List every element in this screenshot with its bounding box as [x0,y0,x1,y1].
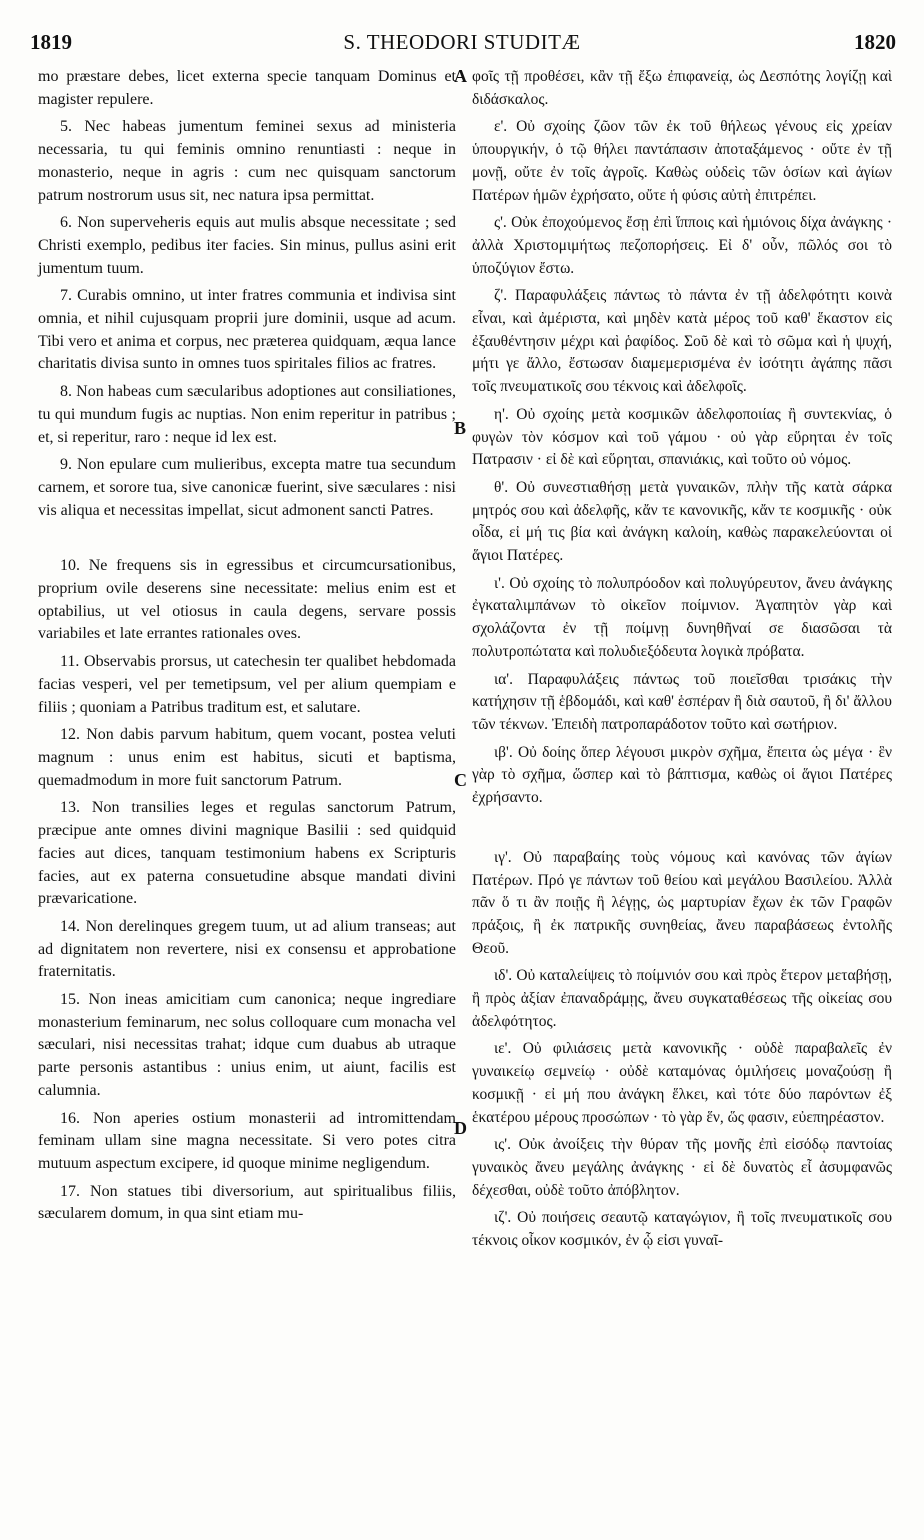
greek-paragraph: φοῖς τῇ προθέσει, κἂν τῇ ἔξω ἐπιφανείᾳ, ὡς Δεσπότης λογίζῃ καὶ διδάσκαλος. [472,68,892,108]
greek-paragraph: ε'. Οὐ σχοίης ζῶον τῶν ἐκ τοῦ θήλεως γένους εἰς χρείαν ὑπουργικήν, ὁ τῷ θήλει παντάπασιν ἀποταξάμενος · οὔτε ἐν τῇ μονῇ, οὔτε ἐν τοῖς ἀγροῖς. Καθὼς οὐδεὶς τῶν ὁσίων καὶ ἁγίων Πατέρων ἡμῶν ἐχρήσατο, οὔτε ἡ φύσις αὐτὴ ἐπιτρέπει. [472,118,892,204]
running-header [0,30,924,58]
greek-paragraph: ζ'. Παραφυλάξεις πάντως τὸ πάντα ἐν τῇ ἀδελφότητι κοινὰ εἶναι, καὶ ἀμέριστα, καὶ μηδὲν κατὰ μέρος τοῦ καθ' ἕκαστον εἰς ἐξαυθέντησιν μέχρι καὶ ῥαφίδος. Σοῦ δὲ καὶ τὸ σῶμα καὶ ἡ ψυχή, μήτι γε ἄλλο, ἔστωσαν διαμεμερισμένα ἐν ἰσότητι ἀγάπης πᾶσι τοῖς πνευματικοῖς σου τέκνοις καὶ ἀδελφοῖς. [472,287,892,396]
latin-paragraph: 8. Non habeas cum sæcularibus adoptiones aut consiliationes, tu qui mundum fugis ac nuptias. Non enim reperitur in patribus ; et, si reperitur, raro : neque id lex est. [38,383,456,446]
latin-paragraph: 10. Ne frequens sis in egressibus et circumcursationibus, proprium ovile deserens sine necessitate: melius enim est et optabilius, ut vel otiosus in caula degens, servare possis variabiles et late errantes rationales oves. [38,557,456,643]
latin-paragraph: 17. Non statues tibi diversorium, aut spiritualibus filiis, sæcularem domum, in qua sint etiam mu- [38,1182,456,1223]
latin-paragraph: 15. Non ineas amicitiam cum canonica; neque ingrediare monasterium feminarum, nec solus colloquare cum monacha vel sæculari, nisi necessitas trahat; idque cum duabus ab utraque parte personis astantibus : unius enim, ut aiunt, facilis est calumnia. [38,991,456,1099]
latin-paragraph: 16. Non aperies ostium monasterii ad intromittendam feminam ullam sine magna necessitate. Si vero potes citra mutuum aspectum excipere, id quoque minime negligendum. [38,1109,456,1172]
running-title: S. THEODORI STUDITÆ [343,30,581,54]
greek-paragraph: η'. Οὐ σχοίης μετὰ κοσμικῶν ἀδελφοποιίας ἢ συντεκνίας, ὁ φυγὼν τὸν κόσμον καὶ τοῦ γάμου · οὐ γὰρ εὕρηται ἐν τοῖς Πατρασιν · εἰ δὲ καὶ εὕρηται, σπανιάκις, καὶ τοῦτο οὐ νόμος. [472,405,892,469]
margin-marker-c: C [454,770,467,790]
greek-paragraph: ς'. Οὐκ ἐποχούμενος ἔσῃ ἐπὶ ἵπποις καὶ ἡμιόνοις δίχα ἀνάγκης · ἀλλὰ Χριστομιμήτως πεζοπορήσεις. Εἰ δ' οὖν, πῶλός σοι τὸ ὑποζύγιον ἔστω. [472,214,892,277]
greek-paragraph: ιδ'. Οὐ καταλείψεις τὸ ποίμνιόν σου καὶ πρὸς ἕτερον μεταβήσῃ, ἢ πρὸς ἀξίαν ἐπαναδράμῃς, ἄνευ συγκαταθέσεως τῆς οἰκείας σου ἀδελφότητος. [472,967,892,1030]
margin-marker-b: B [454,418,467,438]
latin-paragraph: 11. Observabis prorsus, ut catechesin ter qualibet hebdomada facias vesperi, vel per temetipsum, vel per alium quempiam e filiis ; quoniam a Patribus traditum est, et salutare. [38,653,456,716]
latin-paragraph: 6. Non superveheris equis aut mulis absque necessitate ; sed Christi exemplo, pedibus iter facies. Sin minus, pullus asini erit jumentum tuum. [38,214,456,277]
greek-paragraph: θ'. Οὐ συνεστιαθήσῃ μετὰ γυναικῶν, πλὴν τῆς κατὰ σάρκα μητρός σου καὶ ἀδελφῆς, κἄν τε κανονικῆς, κἄν τε κοσμικῆς · οὐκ οἶδα, εἰ μή τις βία καὶ ἀνάγκη καλοίη, καθὼς παρακελεύονται οἱ ἅγιοι Πατέρες. [472,478,892,565]
margin-marker-a: A [454,66,467,86]
latin-paragraph: mo præstare debes, licet externa specie tanquam Dominus et magister repulere. [38,68,456,108]
latin-paragraph: 5. Nec habeas jumentum feminei sexus ad ministeria necessaria, tu qui feminis omnino renuntiasti : neque in monasterio, neque in agris : cum nec quisquam sanctorum patrum nostrorum usus sit, nec natura ipsa permittat. [38,118,456,204]
latin-paragraph: 12. Non dabis parvum habitum, quem vocant, postea veluti magnum : unus enim est habitus, sicuti et baptisma, quemadmodum in more fuit sanctorum Patrum. [38,726,456,789]
latin-paragraph: 13. Non transilies leges et regulas sanctorum Patrum, præcipue ante omnes divini magnique Basilii : sed quidquid facies aut dices, tanquam testimonium habens ex Scripturis facies, aut ex paterna consuetudine absque mandati divini prævaricatione. [38,799,456,908]
latin-paragraph: 7. Curabis omnino, ut inter fratres communia et indivisa sint omnia, et nihil cujusquam proprii jure dominii, usque ad acum. Tibi vero et anima et corpus, nec præterea quidquam, æqua lance charitatis divisa sunto in omnes tuos spiritales filios ac fratres. [38,287,456,373]
greek-paragraph: ιε'. Οὐ φιλιάσεις μετὰ κανονικῆς · οὐδὲ παραβαλεῖς ἐν γυναικείῳ σεμνείῳ · οὐδὲ καταμόνας ὁμιλήσεις μοναζούσῃ ἢ κοσμικῇ · εἰ μή που ἀνάγκη ἕλκει, καὶ τότε δύο παρόντων ἐξ ἑκατέρου μέρους προσώπων · τὸ γὰρ ἕν, ὥς φασιν, εὐεπηρέαστον. [472,1040,892,1126]
left-page-number: 1819 [30,30,72,54]
latin-column [38,66,456,1231]
greek-paragraph: ις'. Οὐκ ἀνοίξεις τὴν θύραν τῆς μονῆς ἐπὶ εἰσόδῳ παντοίας γυναικὸς ἄνευ μεγάλης ἀνάγκης · εἰ δὲ δυνατὸς εἶ ἀσυμφανῶς δέχεσθαι, οὐδὲ τοῦτο ἀπόβλητον. [472,1136,892,1199]
greek-paragraph: ια'. Παραφυλάξεις πάντως τοῦ ποιεῖσθαι τρισάκις τὴν κατήχησιν τῇ ἑβδομάδι, καὶ καθ' ἑσπέραν ἢ διὰ σαυτοῦ, ἢ δι' ἄλλου τῶν τέκνων. Ἐπειδὴ πατροπαράδοτον τοῦτο καὶ σωτήριον. [472,670,892,733]
greek-paragraph: ι'. Οὐ σχοίης τὸ πολυπρόοδον καὶ πολυγύρευτον, ἄνευ ἀνάγκης ἐγκαταλιμπάνων τὸ οἰκεῖον ποίμνιον. Ἀγαπητὸν γὰρ καὶ σχολάζοντα ἐν τῇ ποίμνῃ δυνηθῆναί σε διασῶσαι τὰ πολυτροπώτατα καὶ πολυδιεξόδευτα λογικὰ πρόβατα. [472,574,892,660]
greek-column [472,66,892,1258]
margin-marker-d: D [454,1118,467,1138]
right-page-number: 1820 [854,30,896,54]
greek-paragraph: ιζ'. Οὐ ποιήσεις σεαυτῷ καταγώγιον, ἢ τοῖς πνευματικοῖς σου τέκνοις οἶκον κοσμικόν, ἐν ᾧ εἰσι γυναῖ- [472,1209,892,1250]
greek-paragraph: ιβ'. Οὐ δοίης ὅπερ λέγουσι μικρὸν σχῆμα, ἔπειτα ὡς μέγα · ἓν γὰρ τὸ σχῆμα, ὥσπερ καὶ τὸ βάπτισμα, καθὼς οἱ ἅγιοι Πατέρες ἐχρήσαντο. [472,743,892,807]
greek-paragraph: ιγ'. Οὐ παραβαίης τοὺς νόμους καὶ κανόνας τῶν ἁγίων Πατέρων. Πρό γε πάντων τοῦ θείου καὶ μεγάλου Βασιλείου. Ἀλλὰ πᾶν ὅ τι ἂν ποιῇς ἢ λέγῃς, ὡς μαρτυρίαν ἔχων ἐκ τῶν Γραφῶν πράξοις, ἢ ἐκ πατρικῆς συνηθείας, ἄνευ παραβάσεως ἐντολῆς Θεοῦ. [472,848,892,957]
latin-paragraph: 9. Non epulare cum mulieribus, excepta matre tua secundum carnem, et sorore tua, sive canonicæ fuerint, sive sæculares : nisi vis aliqua et necessitas impellat, sicut admonent sancti Patres. [38,456,456,519]
latin-paragraph: 14. Non derelinques gregem tuum, ut ad alium transeas; aut ad dignitatem non revertere, nisi ex consensu et approbatione fraternitatis. [38,917,456,981]
